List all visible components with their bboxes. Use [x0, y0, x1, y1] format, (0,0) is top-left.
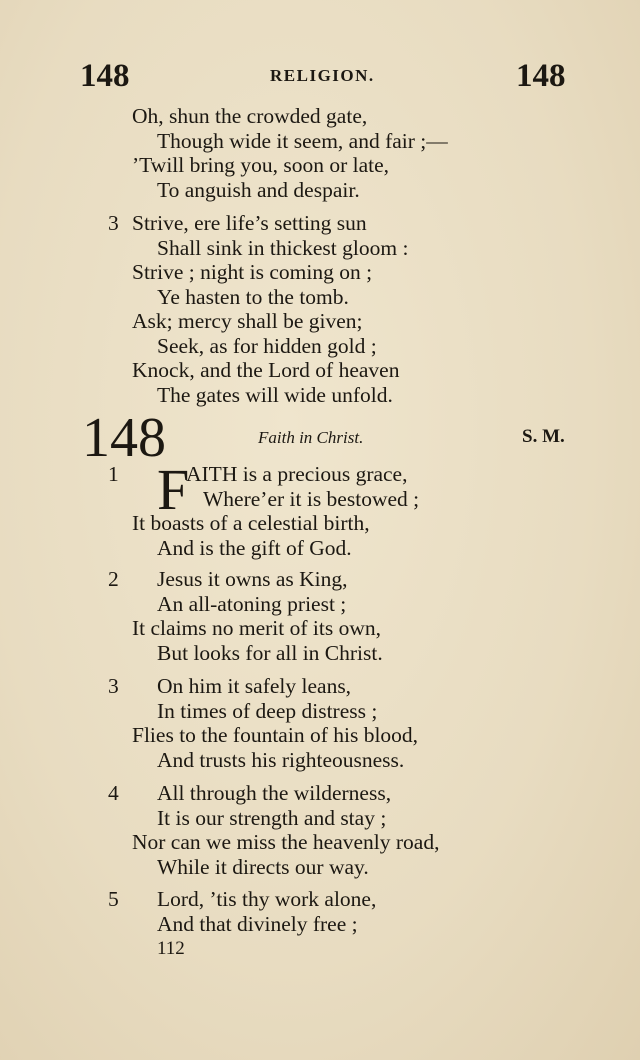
verse-line: And that divinely free ;: [157, 911, 358, 936]
verse-line: Strive ; night is coming on ;: [132, 260, 373, 284]
verse-line: Flies to the fountain of his blood,: [132, 723, 419, 747]
left-page-number: 148: [80, 58, 130, 94]
verse-line: Though wide it seem, and fair ;—: [157, 128, 448, 153]
stanza-number: 5: [108, 887, 119, 911]
verse-line: And trusts his righteousness.: [157, 747, 405, 772]
stanza-number: 3: [108, 674, 119, 698]
verse-line: 3 Strive, ere life’s setting sun: [108, 211, 367, 235]
verse-line: Nor can we miss the heavenly road,: [132, 830, 440, 854]
stanza-number: 1: [108, 462, 119, 486]
verse-line: 5 Lord, ’tis thy work alone,: [108, 887, 377, 911]
verse-line: It claims no merit of its own,: [132, 616, 382, 640]
verse-line: Where’er it is bestowed ;: [203, 486, 420, 511]
verse-line: It is our strength and stay ;: [157, 805, 387, 830]
drop-cap: F: [157, 457, 190, 522]
verse-line: 4 All through the wilderness,: [108, 781, 392, 805]
stanza-1: [0, 457, 640, 560]
verse-line: Knock, and the Lord of heaven: [132, 358, 400, 382]
stanza-number: 2: [108, 567, 119, 591]
stanza-5: [0, 887, 640, 936]
verse-line: The gates will wide unfold.: [157, 382, 393, 407]
hymn-title: Faith in Christ.: [258, 428, 364, 447]
verse-line: In times of deep distress ;: [157, 698, 378, 723]
stanza-number: 3: [108, 211, 119, 235]
verse-line: 3 On him it safely leans,: [108, 674, 352, 698]
verse-line: It boasts of a celestial birth,: [132, 511, 370, 535]
verse-line: An all-atoning priest ;: [157, 591, 347, 616]
verse-line: Oh, shun the crowded gate,: [132, 104, 368, 128]
stanza-4: [0, 781, 640, 879]
previous-hymn-continuation: [0, 104, 640, 202]
verse-line: While it directs our way.: [157, 854, 369, 879]
right-page-number: 148: [516, 58, 566, 94]
hymn-number: 148: [82, 407, 166, 469]
stanza-number: 4: [108, 781, 119, 805]
stanza-3: [0, 674, 640, 772]
verse-line: 2 Jesus it owns as King,: [108, 567, 348, 591]
hymn-meter: S. M.: [522, 426, 565, 447]
verse-line: 1 AITH is a precious grace,: [108, 462, 408, 486]
previous-hymn-stanza-3: [0, 211, 640, 407]
verse-line: ’Twill bring you, soon or late,: [132, 153, 390, 177]
verse-line: And is the gift of God.: [157, 535, 352, 560]
verse-line: Seek, as for hidden gold ;: [157, 333, 377, 358]
page-header: [0, 58, 640, 98]
verse-line: But looks for all in Christ.: [157, 640, 383, 665]
verse-line: Ye hasten to the tomb.: [157, 284, 349, 309]
hymn-heading: [0, 407, 640, 470]
verse-line: To anguish and despair.: [157, 177, 360, 202]
running-title: RELIGION.: [270, 66, 375, 85]
folio-number: 112: [157, 938, 185, 959]
verse-line: Shall sink in thickest gloom :: [157, 235, 409, 260]
stanza-2: [0, 567, 640, 665]
verse-line: Ask; mercy shall be given;: [132, 309, 363, 333]
